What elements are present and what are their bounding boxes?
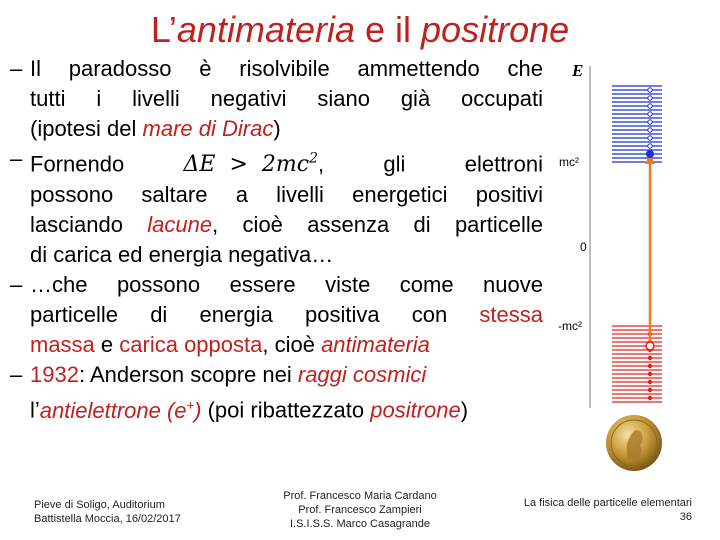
electron-dot [648,96,652,100]
bullet-list [8,54,543,426]
text-span: e [94,332,120,358]
electron-dot [648,112,652,116]
dash-icon: – [10,362,23,388]
axis-label-e: E [572,61,584,80]
text-span: (ipotesi del [30,116,143,141]
text-span: lasciando [30,212,148,238]
text-span: , cioè assenza di particelle [212,212,543,238]
electron-dot [648,356,652,360]
footer-line: Pieve di Soligo, Auditorium [34,499,165,511]
electron-dot [648,364,652,368]
footer-line: Prof. Francesco Maria Cardano [283,490,437,502]
highlight-raggi-cosmici: raggi cosmici [297,362,427,388]
bullet-line [30,210,543,240]
label-neg-mc2: -mc² [558,319,582,333]
bullet-line: Il paradosso è risolvibile ammettendo che [30,56,543,81]
slide-title [0,6,720,54]
footer-authors [276,489,444,531]
bullet-line: di carica ed energia negativa… [30,242,334,268]
page-number: 36 [679,511,692,523]
footer-topic [470,496,692,524]
title-part: L’ [150,9,177,50]
highlight-massa: massa [30,332,95,358]
footer-line: La fisica delle particelle elementari [523,497,692,509]
bullet-dirac-sea [8,54,543,144]
label-mc2: mc² [559,155,579,169]
electron-dot [648,136,652,140]
text-span: particelle di energia positiva con [30,302,480,328]
electron-dot [648,104,652,108]
title-part: e il [355,9,422,50]
dirac-sea-diagram [556,56,666,416]
electron-dot [648,396,652,400]
footer-line: I.S.I.S.S. Marco Casagrande [289,518,430,530]
highlight-mare-di-dirac: mare di Dirac [142,116,274,141]
formula-delta-e [184,152,319,177]
electron-dot [648,120,652,124]
bullet-line: possono saltare a livelli energetici positivi [30,182,543,208]
highlight-lacune: lacune [147,212,213,238]
electron-dot [648,372,652,376]
text-span: ) [460,397,469,423]
bullet-anderson [8,360,543,425]
text-span: ) [194,397,202,423]
footer-location [34,498,181,526]
bullet-line: …che possono essere viste come nuove [30,272,543,298]
text-span: , gli elettroni [318,151,543,177]
electron-dot [648,128,652,132]
formula-operator: > [229,152,248,178]
text-span: antielettrone (e [39,397,187,423]
bullet-energy-gap [8,144,543,270]
bullet-line: tutti i livelli negativi siano già occupati [30,86,543,111]
text-span: Fornendo [30,151,125,177]
superscript-plus: + [186,397,195,413]
bullet-line [30,114,543,144]
negative-energy-levels [612,326,662,402]
excited-electron-dot [646,150,654,158]
dash-icon: – [10,146,23,171]
highlight-year: 1932 [30,362,79,388]
highlight-antimateria: antimateria [321,332,430,358]
bullet-line [30,360,543,390]
electron-dot [648,144,652,148]
label-zero: 0 [580,240,587,254]
bullet-line [30,300,543,330]
highlight-positrone: positrone [370,397,461,423]
highlight-stessa: stessa [479,302,543,328]
bullet-line [30,144,543,180]
bullet-line [30,330,543,360]
hole-dot [646,342,654,350]
formula-exponent: 2 [309,151,318,167]
highlight-carica-opposta: carica opposta [119,332,263,358]
text-span: : Anderson scopre nei [78,362,298,388]
highlight-antielettrone [40,398,202,423]
title-part: positrone [421,9,570,50]
nobel-medal-icon [604,413,664,473]
text-span: (poi ribattezzato [201,397,371,423]
footer-line: Prof. Francesco Zampieri [298,504,422,516]
text-span: ) [273,116,281,141]
electron-dot [648,88,652,92]
text-span: , cioè [262,332,322,358]
bullet-line [30,390,543,425]
formula-rhs: 2mc [261,152,310,178]
title-part: antimateria [176,9,355,50]
electron-dot [648,380,652,384]
bullet-antimatter [8,270,543,360]
electron-dot [648,388,652,392]
text-span: l’ [30,397,40,423]
formula-lhs: ΔE [183,152,216,178]
footer-line: Battistella Moccia, 16/02/2017 [34,513,181,525]
dash-icon: – [10,272,23,298]
dash-icon: – [10,56,23,81]
positive-energy-levels [612,86,662,162]
